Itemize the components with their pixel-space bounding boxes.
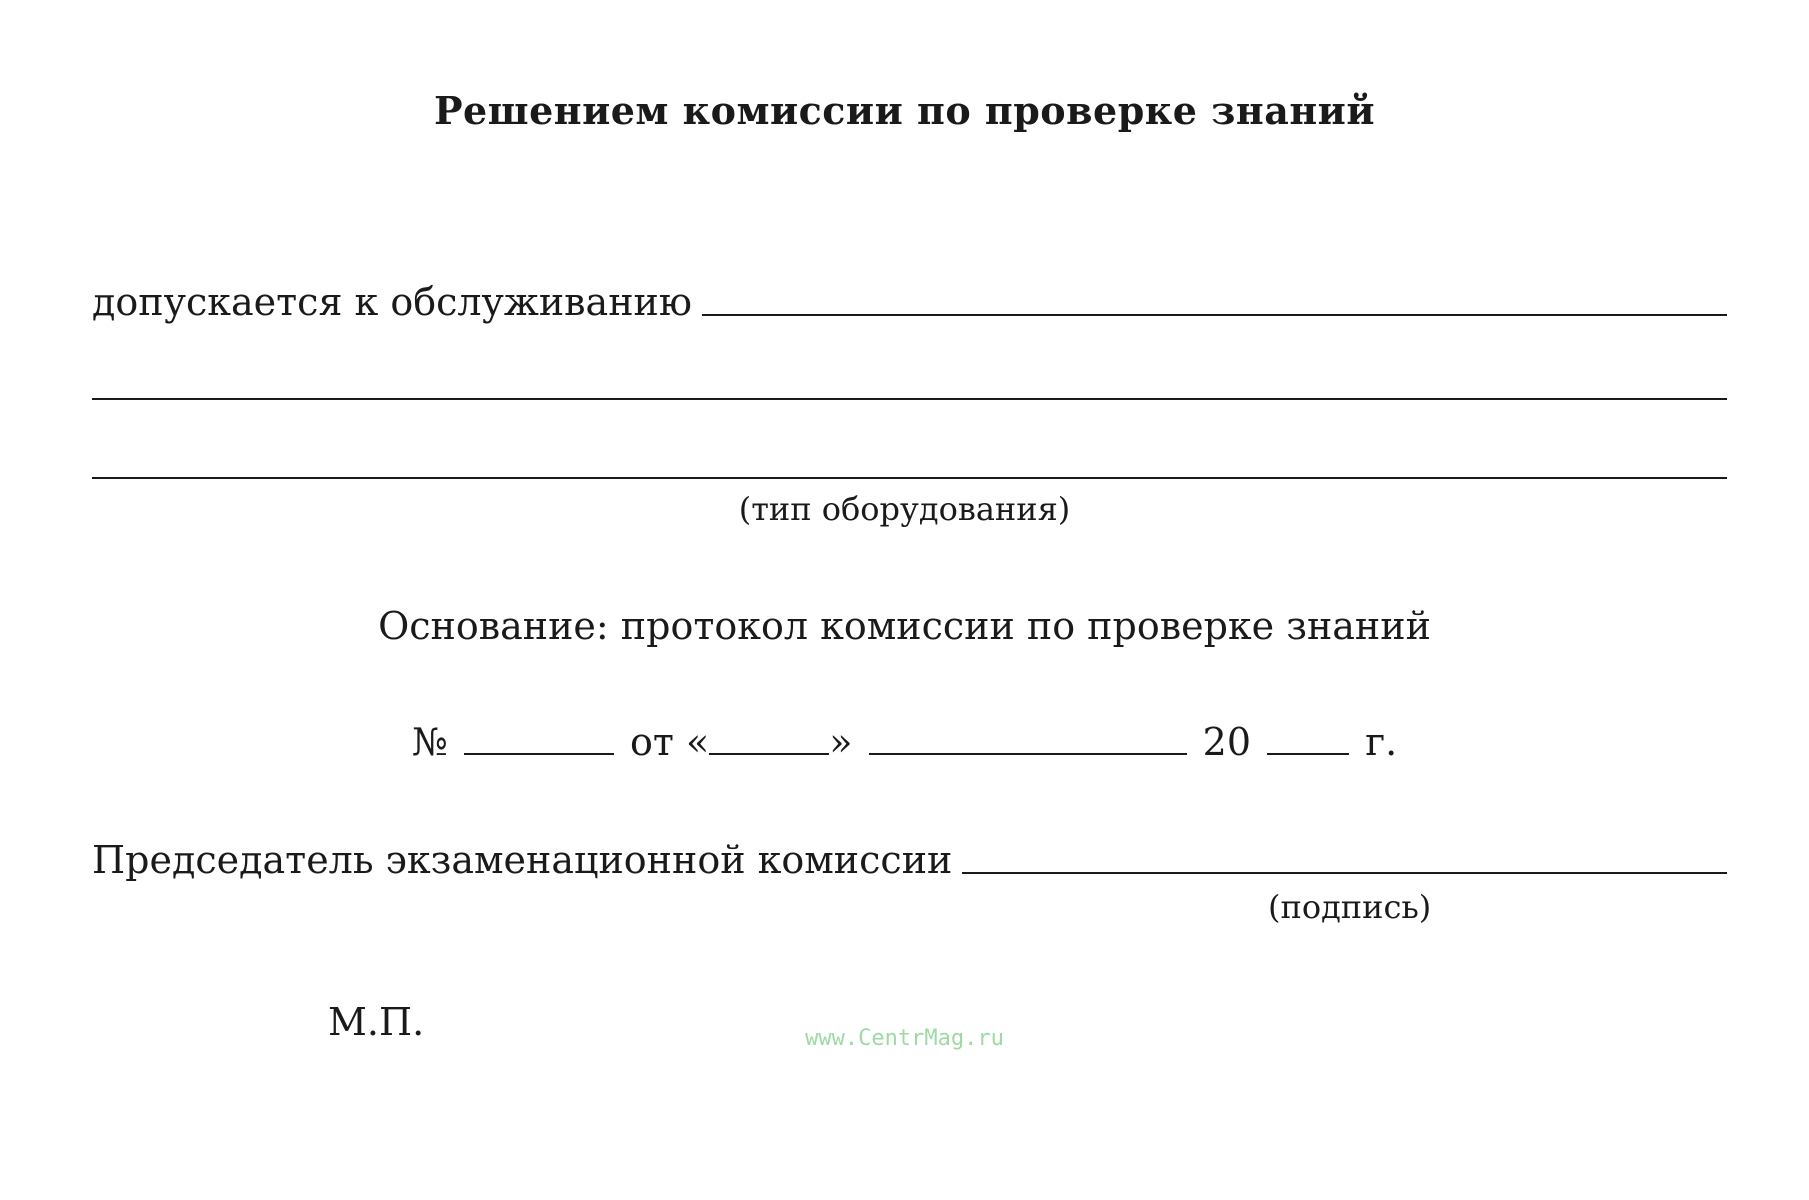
blank-line-2 [92, 398, 1727, 400]
admission-row [92, 280, 1727, 324]
protocol-row [0, 720, 1809, 764]
year-blank [1267, 753, 1349, 755]
chairman-label: Председатель экзаменационной комиссии [92, 838, 953, 882]
protocol-number-blank [464, 753, 614, 755]
year-suffix: г. [1365, 720, 1398, 764]
basis-text: Основание: протокол комиссии по проверке знаний [378, 604, 1431, 648]
from-label: от « [629, 720, 710, 764]
blank-line-3 [92, 477, 1727, 479]
stamp-label: М.П. [328, 1000, 425, 1044]
signature-blank-line [962, 872, 1727, 874]
watermark: www.CentrMag.ru [805, 1026, 1004, 1051]
day-blank [709, 753, 829, 755]
admission-blank-line [702, 314, 1727, 316]
document-title: Решением комиссии по проверке знаний [433, 88, 1376, 133]
number-sign: № [411, 720, 448, 764]
year-prefix: 20 [1202, 720, 1251, 764]
chairman-row [92, 838, 1727, 882]
equipment-type-caption: (тип оборудования) [738, 490, 1071, 528]
admission-label: допускается к обслуживанию [92, 280, 692, 324]
signature-caption: (подпись) [1268, 888, 1432, 926]
quote-close: » [829, 720, 853, 764]
month-blank [869, 753, 1187, 755]
